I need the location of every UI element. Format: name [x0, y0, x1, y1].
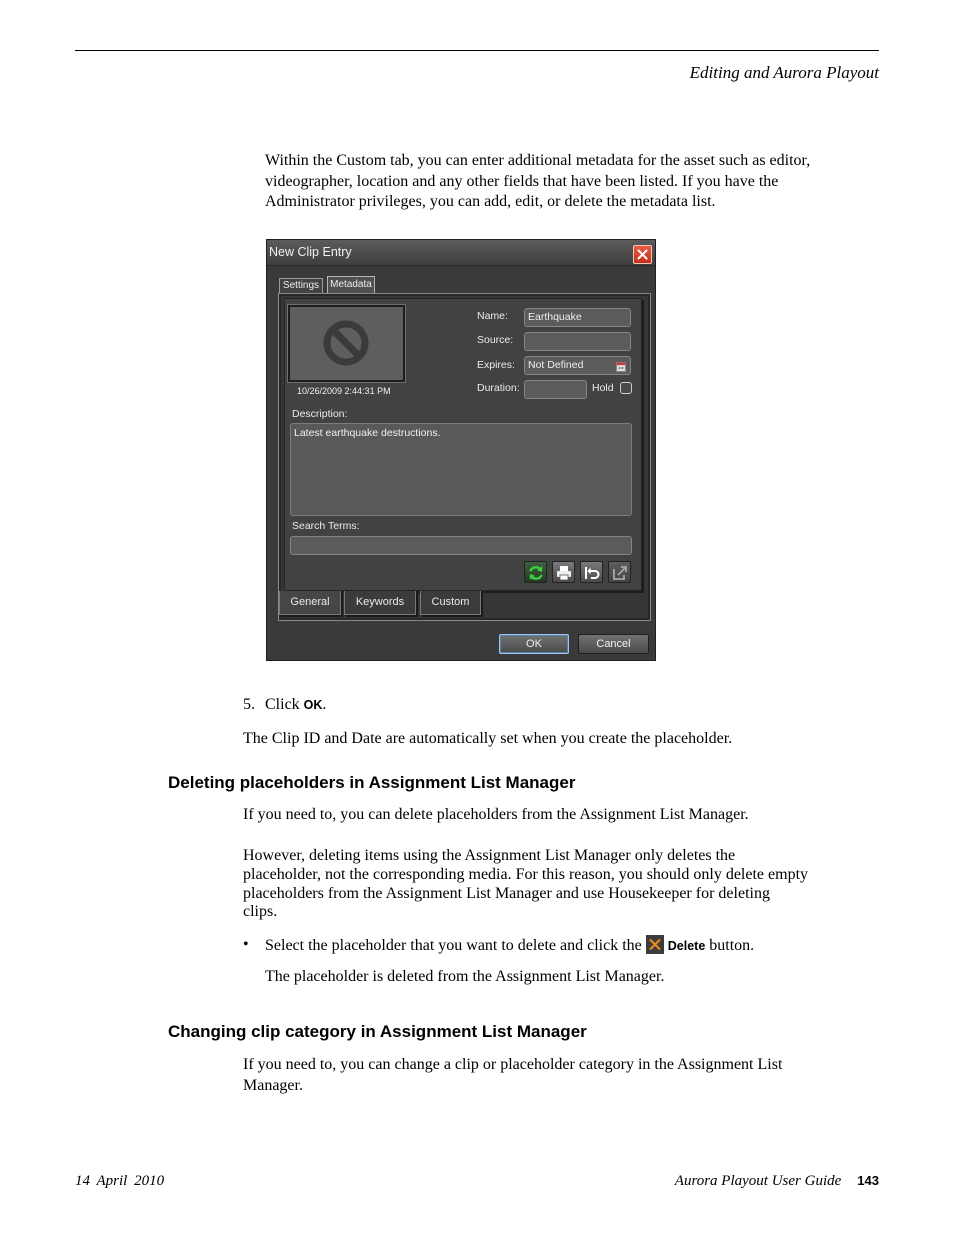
- step-5-text-before: Click: [265, 696, 300, 713]
- expires-value: Not Defined: [528, 359, 584, 371]
- tab-general[interactable]: General: [279, 591, 341, 615]
- description-textarea[interactable]: Latest earthquake destructions.: [290, 423, 632, 516]
- page-number: 143: [857, 1173, 879, 1188]
- changing-heading: Changing clip category in Assignment List Manager: [168, 1022, 587, 1041]
- step-5-text-after: .: [322, 696, 327, 713]
- clip-thumbnail: [288, 305, 405, 382]
- delete-ui-label: Delete: [667, 939, 706, 953]
- expires-label: Expires:: [477, 359, 515, 371]
- new-clip-entry-dialog: [266, 239, 656, 661]
- close-button[interactable]: [633, 245, 652, 264]
- tab-keywords[interactable]: Keywords: [344, 591, 416, 615]
- deleting-paragraph-1: If you need to, you can delete placeholders from the Assignment List Manager.: [243, 806, 749, 823]
- footer-date: 14 April 2010: [75, 1173, 165, 1189]
- duration-label: Duration:: [477, 382, 520, 394]
- expires-field[interactable]: [524, 356, 631, 375]
- changing-paragraph-1: If you need to, you can change a clip or placeholder category in the Assignment List Manager.: [243, 1056, 783, 1094]
- hold-checkbox[interactable]: [620, 382, 632, 394]
- bullet-text-before: Select the placeholder that you want to delete and click the: [265, 937, 642, 954]
- ok-ui-label: OK: [303, 698, 323, 712]
- intro-paragraph: Within the Custom tab, you can enter additional metadata for the asset such as editor, videographer, location and any other fields that have been listed. If you have the Administrator privileges, you can add, edit, or delete the metadata list.: [265, 152, 811, 210]
- section-title: Editing and Aurora Playout: [689, 63, 879, 82]
- header-rule: [75, 50, 879, 51]
- bullet-marker: •: [243, 936, 249, 953]
- step-5-text: [265, 695, 326, 715]
- tab-metadata[interactable]: Metadata: [327, 276, 375, 293]
- deleting-heading: Deleting placeholders in Assignment List Manager: [168, 773, 576, 792]
- hold-label: Hold: [592, 382, 614, 394]
- footer-right: [675, 1172, 879, 1190]
- ok-button[interactable]: OK: [499, 634, 569, 654]
- description-label: Description:: [292, 408, 348, 420]
- name-label: Name:: [477, 310, 508, 322]
- delete-icon: [646, 935, 664, 954]
- deleted-result-note: The placeholder is deleted from the Assignment List Manager.: [265, 968, 665, 985]
- name-field[interactable]: Earthquake: [524, 308, 631, 327]
- source-label: Source:: [477, 334, 514, 346]
- export-button[interactable]: [608, 561, 631, 583]
- calendar-icon[interactable]: [616, 361, 626, 371]
- print-button[interactable]: [552, 561, 575, 583]
- search-terms-label: Search Terms:: [292, 520, 360, 532]
- thumbnail-timestamp: 10/26/2009 2:44:31 PM: [297, 386, 391, 396]
- footer-guide-title: Aurora Playout User Guide: [674, 1173, 842, 1189]
- step-number: 5.: [243, 696, 255, 713]
- undo-button[interactable]: [580, 561, 603, 583]
- dialog-title: New Clip Entry: [269, 245, 352, 259]
- refresh-button[interactable]: [524, 561, 547, 583]
- delete-bullet-text: [265, 935, 754, 956]
- clip-id-note: The Clip ID and Date are automatically set when you create the placeholder.: [243, 730, 733, 747]
- search-terms-field[interactable]: [290, 536, 632, 555]
- duration-field[interactable]: [524, 380, 587, 399]
- tab-custom[interactable]: Custom: [420, 591, 481, 615]
- cancel-button[interactable]: Cancel: [578, 634, 649, 654]
- bullet-text-after: button.: [709, 937, 755, 954]
- deleting-paragraph-2: However, deleting items using the Assignment List Manager only deletes the placeholder, not the corresponding media. For this reason, you should only delete empty placeholders from the Assignment List Manager and use Housekeeper for deleting clips.: [243, 847, 809, 921]
- source-field[interactable]: [524, 332, 631, 351]
- tab-settings[interactable]: Settings: [279, 278, 323, 293]
